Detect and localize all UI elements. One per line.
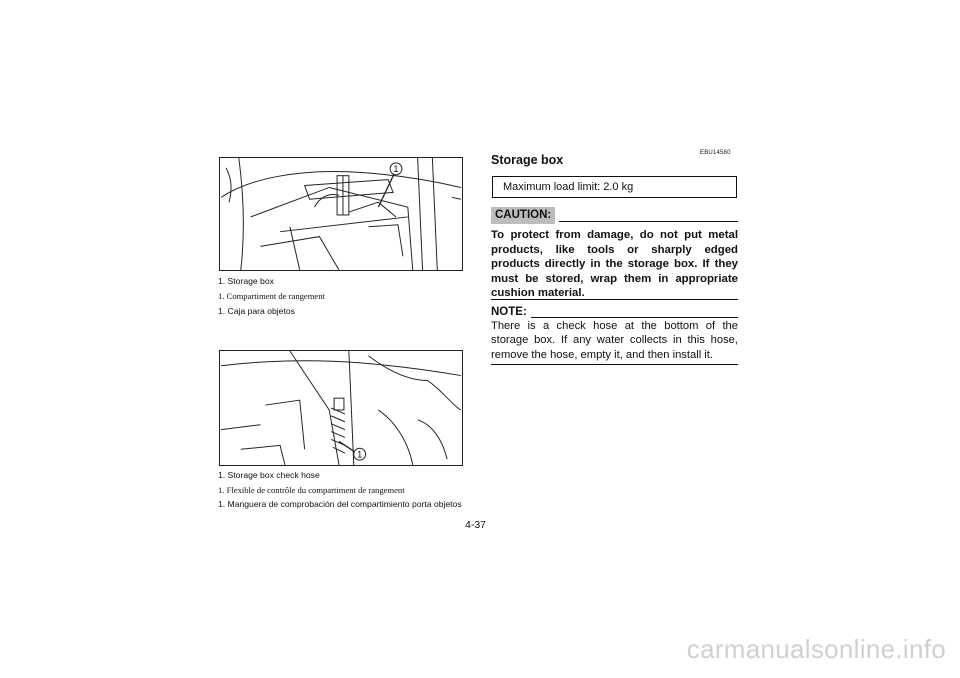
note-text: There is a check hose at the bottom of the storage box. If any water collects in this hose, remove the hose, empty it, and then install it. bbox=[491, 320, 738, 361]
section-code: EBU14580 bbox=[700, 150, 731, 156]
page-number: 4-37 bbox=[465, 519, 487, 531]
note-rule bbox=[531, 317, 738, 318]
check-hose-illustration bbox=[220, 351, 462, 465]
callout-number: 1 bbox=[357, 449, 363, 460]
figure-storage-box bbox=[219, 157, 463, 271]
watermark: carmanualsonline.info bbox=[686, 634, 946, 664]
storage-box-illustration bbox=[220, 158, 462, 270]
caption-en-check-hose: 1. Storage box check hose bbox=[218, 470, 320, 480]
hose-coils bbox=[331, 398, 345, 453]
section-title: Storage box bbox=[491, 153, 564, 167]
note-header bbox=[491, 306, 738, 320]
callout-number: 1 bbox=[393, 164, 399, 175]
caution-header bbox=[491, 207, 738, 225]
caption-es-storage-box: 1. Caja para objetos bbox=[218, 306, 295, 316]
note-end-rule bbox=[491, 364, 738, 365]
caption-es-check-hose: 1. Manguera de comprobación del compartimiento porta objetos bbox=[218, 499, 462, 509]
caption-fr-check-hose: 1. Flexible de contrôle du compartiment de rangement bbox=[218, 485, 405, 495]
caption-fr-storage-box: 1. Compartiment de rangement bbox=[218, 291, 325, 301]
figure-check-hose bbox=[219, 350, 463, 466]
caution-end-rule bbox=[491, 299, 738, 300]
caution-text: To protect from damage, do not put metal products, like tools or sharply edged products directly in the storage box. If they must be stored, wrap them in appropriate cushion material. bbox=[491, 229, 738, 300]
caution-label: CAUTION: bbox=[491, 207, 555, 224]
caution-rule bbox=[559, 221, 738, 222]
caption-en-storage-box: 1. Storage box bbox=[218, 276, 274, 286]
note-label: NOTE: bbox=[491, 306, 527, 318]
load-limit-box: Maximum load limit: 2.0 kg bbox=[492, 176, 737, 198]
